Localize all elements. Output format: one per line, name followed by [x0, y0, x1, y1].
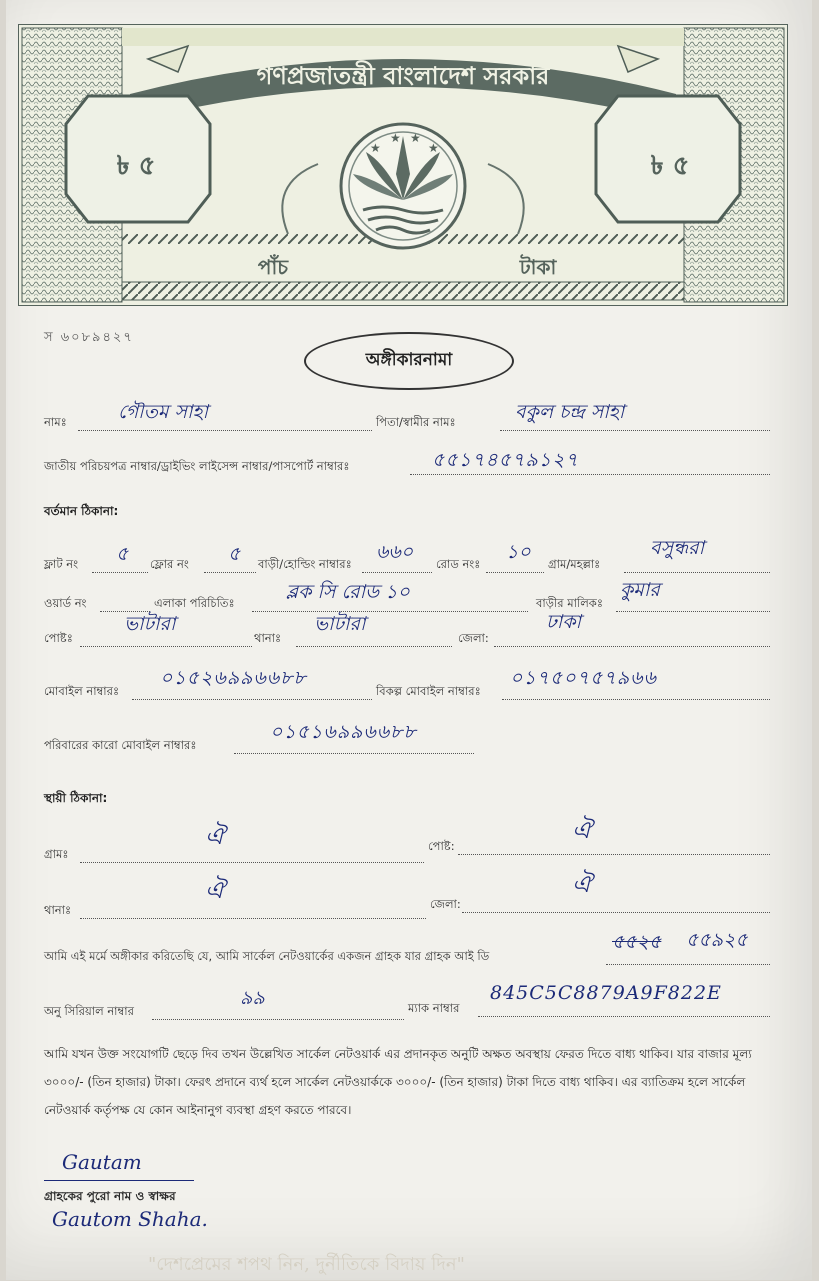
stamp-word-left: পাঁচ [257, 255, 289, 279]
name-label: নামঃ [44, 415, 67, 429]
document-title: অঙ্গীকারনামা [304, 332, 514, 390]
area-label: এলাকা পরিচিতিঃ [154, 596, 235, 610]
father-name-label: পিতা/স্বামীর নামঃ [376, 415, 456, 429]
road-value: ১০ [506, 541, 531, 563]
customer-id-value: ৫৫৯২৫ [686, 929, 748, 951]
permanent-village-label: গ্রামঃ [44, 847, 69, 861]
stamp-word-right: টাকা [519, 255, 557, 279]
flat-value: ৫ [116, 543, 129, 565]
family-mobile-value: ০১৫১৬৯৯৬৬৮৮ [270, 721, 417, 743]
alt-mobile-label: বিকল্প মোবাইল নাম্বারঃ [376, 684, 481, 698]
onu-serial-value: ৯৯ [240, 987, 265, 1009]
permanent-village-value: ঐ [205, 822, 225, 850]
permanent-post-value: ঐ [572, 816, 592, 844]
road-label: রোড নংঃ [436, 557, 481, 571]
owner-label: বাড়ীর মালিকঃ [536, 596, 603, 610]
pledge-label: আমি এই মর্মে অঙ্গীকার করিতেছি যে, আমি সার্কেল নেটওয়ার্কের একজন গ্রাহক যার গ্রাহক আই ডি [44, 949, 490, 963]
customer-full-name: Gautom Shaha. [52, 1207, 208, 1231]
thana-label: থানাঃ [254, 631, 282, 645]
permanent-post-label: পোষ্ট: [428, 839, 455, 853]
onu-serial-label: অনু সিরিয়াল নাম্বার [44, 1004, 134, 1018]
permanent-address-heading: স্থায়ী ঠিকানা: [44, 791, 108, 805]
district-label: জেলা: [458, 631, 489, 645]
terms-paragraph: আমি যখন উক্ত সংযোগটি ছেড়ে দিব তখন উল্লেখিত সার্কেল নেটওয়ার্ক এর প্রদানকৃত অনুটি অক্ষত অবস্থায় ফেরত দিতে বাধ্য থাকিব। যার বাজার মূল্য ৩০০০/- (তিন হাজার) টাকা। ফেরৎ প্রদানে ব্যর্থ হলে সার্কেল নেটওয়ার্ককে ৩০০০/- (তিন হাজার) টাকা দিতে বাধ্য থাকিব। এর ব্যাতিক্রম হলে সার্কেল নেটওয়ার্ক কর্তৃপক্ষ যে কোন আইনানুগ ব্যবস্থা গ্রহণ করতে পারবে। [44, 1047, 752, 1117]
family-mobile-label: পরিবারের কারো মোবাইল নাম্বারঃ [44, 738, 197, 752]
svg-text:★: ★ [370, 141, 381, 155]
permanent-thana-label: থানাঃ [44, 903, 72, 917]
present-address-heading: বর্তমান ঠিকানা: [44, 504, 119, 518]
nid-label: জাতীয় পরিচয়পত্র নাম্বার/ড্রাইভিং লাইসেন্স নাম্বার/পাসপোর্ট নাম্বারঃ [44, 459, 350, 473]
father-name-value: বকুল চন্দ্র সাহা [515, 401, 625, 423]
customer-signature: Gautam [62, 1150, 142, 1174]
mac-value: 845C5C8879A9F822E [490, 982, 722, 1004]
national-emblem-icon [341, 124, 465, 248]
permanent-district-value: ঐ [572, 870, 592, 898]
floor-value: ৫ [228, 543, 241, 565]
stamp-serial-number: স ৬০৮৯৪২৭ [44, 330, 134, 345]
stamp-header-text: গণপ্রজাতন্ত্রী বাংলাদেশ সরকার [256, 62, 550, 90]
revenue-stamp [18, 24, 788, 306]
permanent-thana-value: ঐ [205, 876, 225, 904]
footer-quote: "দেশপ্রেমের শপথ নিন, দুর্নীতিকে বিদায় দিন" [148, 1254, 465, 1275]
svg-text:★: ★ [410, 131, 421, 145]
customer-id-struck: ৫৫২৫ [612, 931, 662, 953]
owner-value: কুমার [620, 579, 660, 601]
house-label: বাড়ী/হোল্ডিং নাম্বারঃ [258, 557, 352, 571]
flat-label: ফ্লাট নং [44, 557, 79, 571]
area-value: ব্লক সি রোড ১০ [286, 581, 410, 603]
alt-mobile-value: ০১৭৫০৭৫৭৯৬৬ [510, 667, 657, 689]
village-label: গ্রাম/মহল্লাঃ [548, 557, 601, 571]
thana-value: ভাটারা [314, 613, 366, 635]
stamp-value-left: ৳ ৫ [116, 151, 156, 181]
name-value: গৌতম সাহা [118, 401, 208, 423]
post-value: ভাটারা [124, 613, 176, 635]
ward-label: ওয়ার্ড নং [44, 596, 87, 610]
district-value: ঢাকা [546, 611, 582, 633]
svg-text:★: ★ [428, 141, 439, 155]
signature-label: গ্রাহকের পুরো নাম ও স্বাক্ষর [44, 1189, 176, 1203]
mobile-value: ০১৫২৬৯৯৬৬৮৮ [160, 667, 307, 689]
village-value: বসুন্ধরা [650, 537, 705, 559]
nid-value: ৫৫১৭৪৫৭৯১২৭ [432, 449, 579, 471]
svg-text:★: ★ [390, 131, 401, 145]
house-value: ৬৬০ [376, 541, 414, 563]
post-label: পোষ্টঃ [44, 631, 73, 645]
mac-label: ম্যাক নাম্বার [408, 1001, 460, 1015]
stamp-value-right: ৳ ৫ [650, 151, 690, 181]
mobile-label: মোবাইল নাম্বারঃ [44, 684, 120, 698]
floor-label: ফ্লোর নং [150, 557, 189, 571]
permanent-district-label: জেলা: [430, 897, 461, 911]
